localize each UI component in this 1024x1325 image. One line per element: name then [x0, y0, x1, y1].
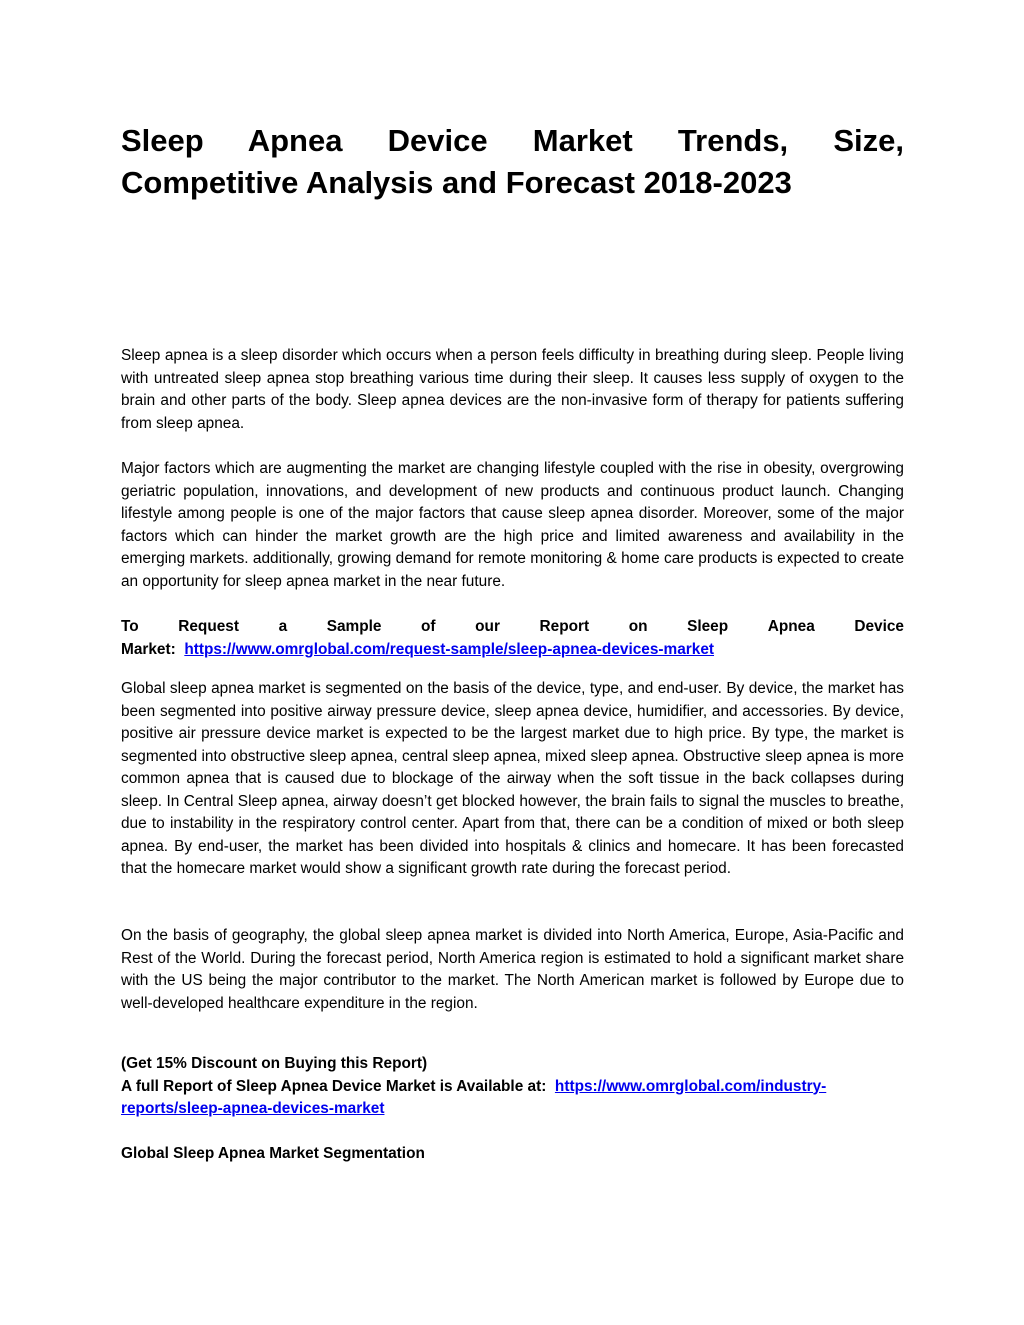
- full-report-link[interactable]: https://www.omrglobal.com/industry-reports/sleep-apnea-devices-market: [121, 1077, 827, 1117]
- request-sample-word: on: [628, 618, 648, 635]
- intro-paragraph: Sleep apnea is a sleep disorder which occurs when a person feels difficulty in breathing during sleep. People living with untreated sleep apnea stop breathing various time during their sleep. It causes less supply of oxygen to the brain and other parts of the body. Sleep apnea devices are the non-invasive form of therapy for patients suffering from sleep apnea.: [121, 347, 904, 432]
- request-sample-word: To: [121, 618, 139, 635]
- request-sample-link[interactable]: https://www.omrglobal.com/request-sample/sleep-apnea-devices-market: [184, 640, 715, 658]
- market-factors-paragraph: Major factors which are augmenting the market are changing lifestyle coupled with the rise in obesity, overgrowing geriatric population, innovations, and development of new products and continuous product launch. Changing lifestyle among people is one of the major factors that cause sleep apnea disorder. Moreover, some of the major factors which can hinder the market growth are the high price and limited awareness and availability in the emerging markets. additionally, growing demand for remote monitoring & home care products is expected to create an opportunity for sleep apnea market in the near future.: [121, 460, 904, 590]
- request-sample-word: Request: [178, 618, 239, 635]
- segmentation-heading: Global Sleep Apnea Market Segmentation: [121, 1145, 425, 1162]
- full-report-label: A full Report of Sleep Apnea Device Market is Available at:: [121, 1077, 547, 1095]
- request-sample-word: Device: [854, 618, 904, 635]
- segmentation-paragraph: Global sleep apnea market is segmented on the basis of the device, type, and end-user. By device, the market has been segmented into positive airway pressure device, sleep apnea device, humidifier, and accessories. By device, positive air pressure device market is expected to be the largest market due to high price. By type, the market is segmented into obstructive sleep apnea, central sleep apnea, mixed sleep apnea. Obstructive sleep apnea is more common apnea that is caused due to blockage of the airway when the soft tissue in the back collapses during sleep. In Central Sleep apnea, airway doesn’t get blocked however, the brain fails to signal the muscles to breathe, due to instability in the respiratory control center. Apart from that, there can be a condition of mixed or both sleep apnea. By end-user, the market has been divided into hospitals & clinics and homecare. It has been forecasted that the homecare market would show a significant growth rate during the forecast period.: [121, 680, 904, 877]
- request-sample-word: a: [278, 618, 288, 635]
- geography-paragraph: On the basis of geography, the global sleep apnea market is divided into North America, Europe, Asia-Pacific and Rest of the World. During the forecast period, North America region is estimated to hold a significant market share with the US being the major contributor to the market. The North American market is followed by Europe due to well-developed healthcare expenditure in the region.: [121, 927, 904, 1012]
- request-sample-label: Market:: [121, 640, 176, 658]
- request-sample-word: Sleep: [687, 618, 729, 635]
- document-title: Sleep Apnea Device Market Trends, Size, Competitive Analysis and Forecast 2018-2023: [121, 123, 904, 200]
- request-sample-word: Apnea: [767, 618, 815, 635]
- request-sample-word: Report: [539, 618, 590, 635]
- full-report-line: [121, 1076, 904, 1121]
- request-sample-word: Sample: [326, 618, 382, 635]
- request-sample-block: [121, 616, 904, 661]
- discount-block: [121, 1053, 904, 1121]
- discount-offer: (Get 15% Discount on Buying this Report): [121, 1055, 428, 1072]
- request-sample-line2: [121, 639, 904, 662]
- request-sample-word: our: [475, 618, 500, 635]
- request-sample-word: of: [421, 618, 436, 635]
- request-sample-line: [121, 616, 904, 639]
